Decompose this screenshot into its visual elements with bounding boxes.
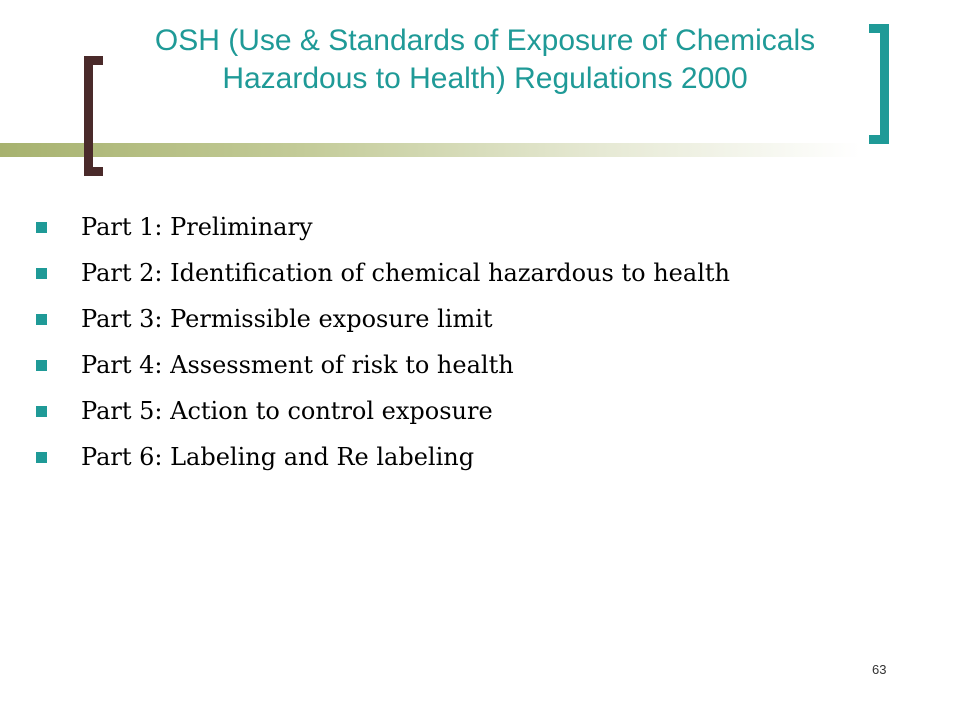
left-bracket-decoration — [84, 56, 103, 176]
list-item — [36, 204, 730, 250]
bullet-text: Part 1: Preliminary — [81, 213, 313, 241]
list-item — [36, 434, 730, 480]
bullet-text: Part 5: Action to control exposure — [81, 397, 493, 425]
list-item — [36, 250, 730, 296]
right-bracket-decoration — [869, 24, 889, 144]
list-item — [36, 388, 730, 434]
bullet-text: Part 3: Permissible exposure limit — [81, 305, 493, 333]
page-number: 63 — [872, 662, 887, 677]
bullet-text: Part 2: Identification of chemical hazardous to health — [81, 259, 730, 287]
square-bullet-icon — [36, 222, 47, 233]
square-bullet-icon — [36, 314, 47, 325]
bullet-list — [36, 204, 730, 480]
list-item — [36, 342, 730, 388]
slide-title: OSH (Use & Standards of Exposure of Chemicals Hazardous to Health) Regulations 2000 — [154, 24, 816, 95]
bullet-text: Part 4: Assessment of risk to health — [81, 351, 514, 379]
square-bullet-icon — [36, 406, 47, 417]
bullet-text: Part 6: Labeling and Re labeling — [81, 443, 475, 471]
square-bullet-icon — [36, 360, 47, 371]
square-bullet-icon — [36, 452, 47, 463]
title-underline-bar — [0, 143, 860, 157]
square-bullet-icon — [36, 268, 47, 279]
list-item — [36, 296, 730, 342]
